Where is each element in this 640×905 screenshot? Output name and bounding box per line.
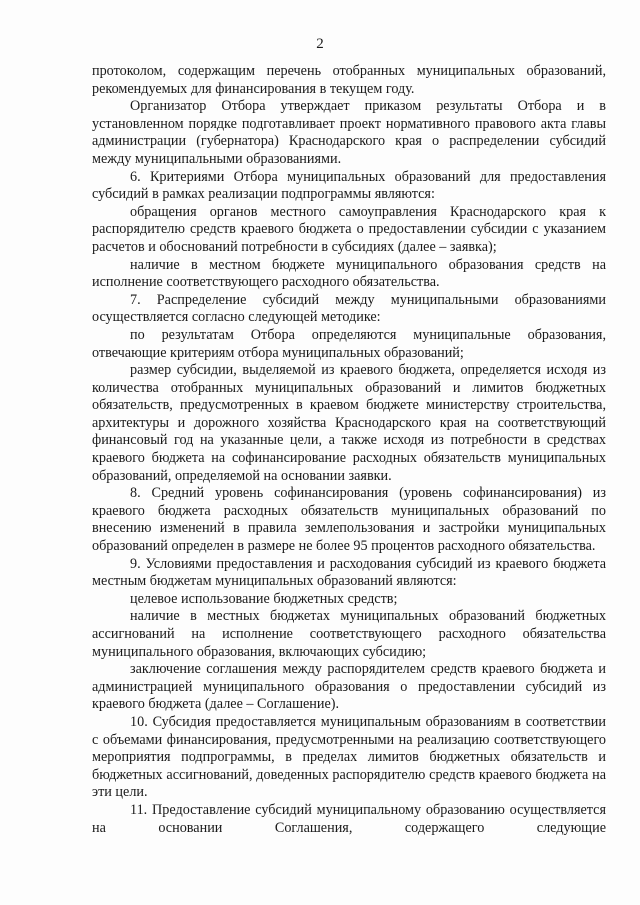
paragraph: 10. Субсидия предоставляется муниципальным образованиям в соответствии с объемами финансирования, предусмотренными на реализацию соответствующего мероприятия подпрограммы, в пределах лимитов бюджетных обязательств и бюджетных ассигнований, доведенных распорядителю средств краевого бюджета на эти цели. xyxy=(92,713,606,801)
paragraph: по результатам Отбора определяются муниципальные образования, отвечающие критериям отбора муниципальных образований; xyxy=(92,326,606,361)
paragraph: 7. Распределение субсидий между муниципальными образованиями осуществляется согласно следующей методике: xyxy=(92,291,606,326)
paragraph: размер субсидии, выделяемой из краевого бюджета, определяется исходя из количества отобранных муниципальных образований и лимитов бюджетных обязательств, предусмотренных в краевом бюджете министерству строительства, архитектуры и дорожного хозяйства Краснодарского края на соответствующий финансовый год на указанные цели, а также исходя из потребности в средствах краевого бюджета на софинансирование расходных обязательств муниципальных образований, определяемой на основании заявки. xyxy=(92,362,606,484)
page-number: 2 xyxy=(316,36,324,52)
paragraph: заключение соглашения между распорядителем средств краевого бюджета и администрацией муниципального образования о предоставлении субсидий из краевого бюджета (далее – Соглашение). xyxy=(92,661,606,713)
paragraph: протоколом, содержащим перечень отобранных муниципальных образований, рекомендуемых для финансирования в текущем году. xyxy=(92,63,606,97)
paragraph: целевое использование бюджетных средств; xyxy=(130,590,398,607)
paragraph: обращения органов местного самоуправления Краснодарского края к распорядителю средств краевого бюджета о предоставлении субсидии с указанием расчетов и обоснований потребности в субсидиях (далее – заявка); xyxy=(92,203,606,255)
paragraph: 8. Средний уровень софинансирования (уровень софинансирования) из краевого бюджета расходных обязательств муниципальных образований по внесению изменений в правила землепользования и застройки муниципальных образований определен в размере не более 95 процентов расходного обязательства. xyxy=(92,485,606,555)
document-body xyxy=(92,63,606,837)
paragraph: Организатор Отбора утверждает приказом результаты Отбора и в установленном порядке подготавливает проект нормативного правового акта главы администрации (губернатора) Краснодарского края о распределении субсидий между муниципальными образованиями. xyxy=(92,98,606,167)
paragraph: наличие в местных бюджетах муниципальных образований бюджетных ассигнований на исполнение соответствующего расходного обязательства муниципального образования, включающих субсидию; xyxy=(92,608,606,660)
paragraph: 9. Условиями предоставления и расходования субсидий из краевого бюджета местным бюджетам муниципальных образований являются: xyxy=(92,555,606,590)
paragraph: наличие в местном бюджете муниципального образования средств на исполнение соответствующего расходного обязательства. xyxy=(92,256,606,291)
paragraph: 11. Предоставление субсидий муниципальному образованию осуществляется на основании Соглашения, содержащего следующие xyxy=(92,801,606,836)
paragraph: 6. Критериями Отбора муниципальных образований для предоставления субсидий в рамках реализации подпрограммы являются: xyxy=(92,168,606,203)
